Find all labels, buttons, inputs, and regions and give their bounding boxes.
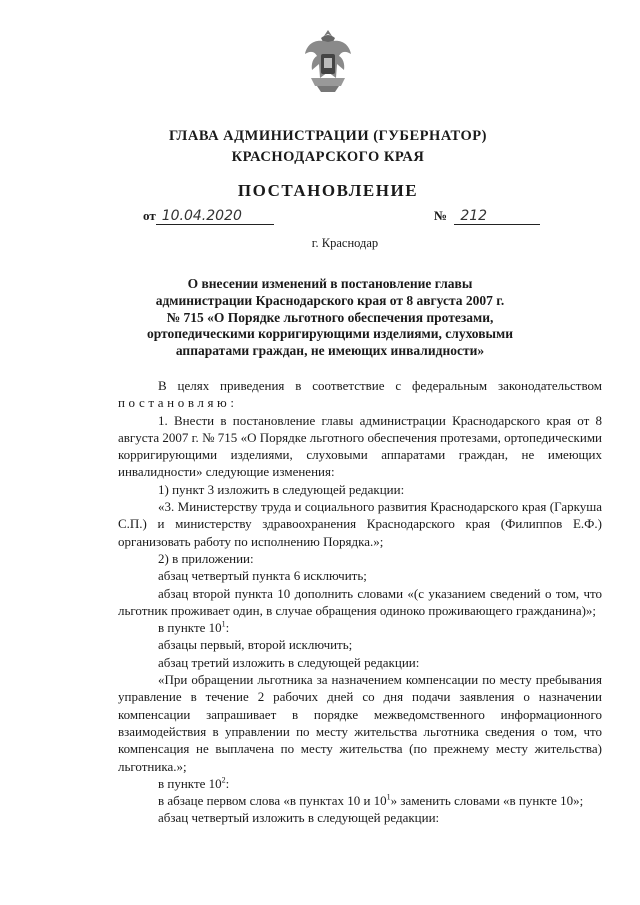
text: :: [225, 620, 230, 636]
paragraph-decree-word: постановляю:: [118, 395, 238, 411]
title-line: ортопедическими корригирующими изделиями, слуховыми: [146, 326, 514, 342]
coat-of-arms-emblem: [303, 28, 353, 94]
paragraph: 1. Внести в постановление главы администрации Краснодарского края от 8 августа 2007 г. № 715 «О Порядке льготного обеспечения протезами, ортопедическими корригирующими изделиями, слуховыми аппаратами граждан, не имеющих инвалидности» следующие изменения:: [118, 412, 602, 480]
date-value: 10.04.2020: [161, 208, 242, 224]
text: в пункте 10: [158, 775, 222, 791]
number-value: 212: [460, 208, 488, 224]
superscript: 1: [221, 619, 226, 629]
paragraph: абзацы первый, второй исключить;: [158, 637, 353, 653]
text: :: [225, 775, 230, 791]
paragraph: абзац четвертый пункта 6 исключить;: [158, 568, 367, 584]
paragraph: [118, 619, 602, 636]
paragraph: 1) пункт 3 изложить в следующей редакции:: [158, 481, 405, 497]
paragraph: абзац второй пункта 10 дополнить словами «(с указанием сведений о том, что льготник проживает один, в случае обращения одиноко проживающего гражданина)»;: [118, 585, 602, 618]
title-line: № 715 «О Порядке льготного обеспечения протезами,: [166, 309, 494, 325]
paragraph: [118, 775, 602, 792]
paragraph: В целях приведения в соответствие с федеральным законодательством: [158, 378, 602, 393]
paragraph: абзац четвертый изложить в следующей редакции:: [158, 810, 440, 826]
document-title: [120, 276, 540, 360]
title-line: О внесении изменений в постановление главы: [187, 276, 473, 291]
date-field: [143, 208, 274, 225]
superscript: 1: [386, 792, 391, 802]
date-label: от: [143, 208, 156, 223]
paragraph: [118, 792, 602, 809]
city: г. Краснодар: [311, 236, 379, 250]
number-field: [434, 208, 540, 225]
title-line: аппаратами граждан, не имеющих инвалидности»: [175, 343, 485, 359]
text: в пункте 10: [158, 620, 222, 636]
document-body: [118, 377, 602, 827]
text: в абзаце первом слова «в пунктах 10 и 10: [158, 793, 387, 809]
authority-line-1: ГЛАВА АДМИНИСТРАЦИИ (ГУБЕРНАТОР): [169, 128, 487, 144]
title-line: администрации Краснодарского края от 8 августа 2007 г.: [155, 292, 505, 308]
superscript: 2: [221, 775, 226, 785]
paragraph: «При обращении льготника за назначением компенсации по месту пребывания управление в течение 2 рабочих дней со дня подачи заявления о назначении компенсации запрашивает в порядке межведомственного информационного взаимодействия в управлении по месту жительства льготника сведения о том, что компенсация не выплачена по месту жительства (по прежнему месту жительства) льготника.»;: [118, 672, 602, 774]
paragraph: 2) в приложении:: [158, 550, 254, 566]
number-label: №: [434, 208, 448, 223]
text: » заменить словами «в пункте 10»;: [390, 793, 584, 809]
authority-line-2: КРАСНОДАРСКОГО КРАЯ: [231, 149, 425, 165]
paragraph: «3. Министерству труда и социального развития Краснодарского края (Гаркуша С.П.) и министерству здравоохранения Краснодарского края (Филиппов Е.Ф.) организовать работу по исполнению Порядка.»;: [118, 499, 602, 549]
paragraph: абзац третий изложить в следующей редакции:: [158, 654, 420, 670]
document-type: ПОСТАНОВЛЕНИЕ: [237, 181, 419, 200]
